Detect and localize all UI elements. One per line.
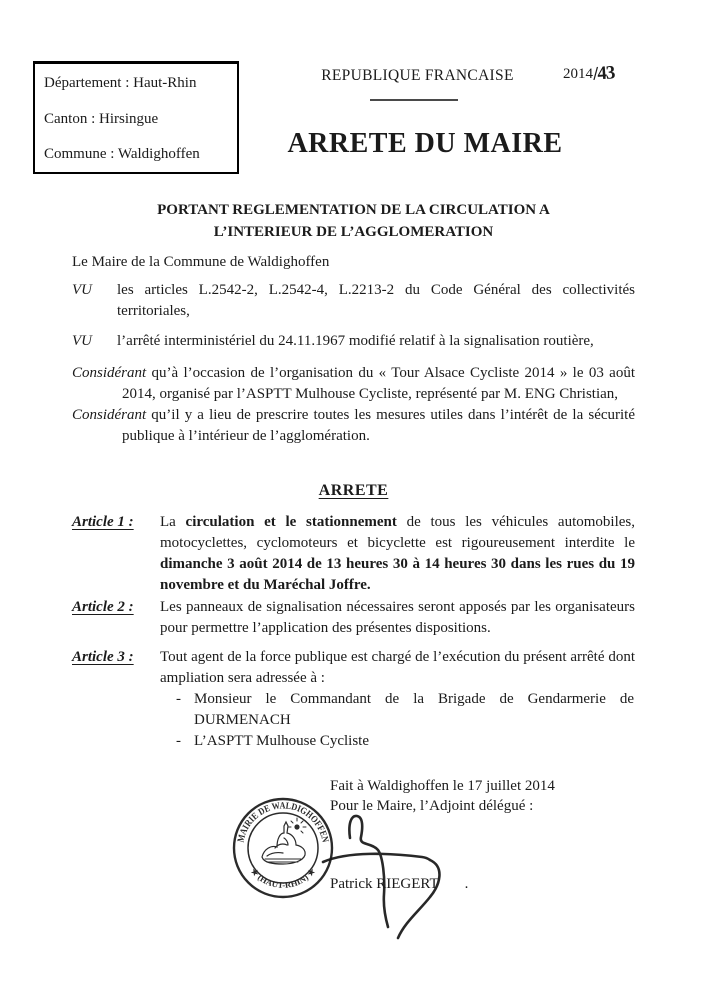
article-3-bullet-list	[176, 689, 634, 752]
considerant-label: Considérant	[72, 407, 147, 423]
list-item	[176, 689, 634, 731]
intro-line: Le Maire de la Commune de Waldighoffen	[72, 254, 330, 270]
signatory-name-line	[330, 876, 468, 893]
stamp-crest-icon	[262, 818, 306, 864]
stamp-top-text: MAIRIE DE WALDIGHOFFEN	[236, 801, 330, 845]
subtitle-line-1: PORTANT REGLEMENTATION DE LA CIRCULATION A	[157, 202, 550, 218]
vu-label: VU	[72, 282, 92, 298]
document-reference-number	[563, 62, 614, 84]
canton-line: Canton : Hirsingue	[44, 110, 159, 127]
signatory-name: Patrick RIEGERT	[330, 876, 439, 892]
document-subtitle	[72, 199, 635, 243]
considerant-block	[72, 363, 635, 447]
vu-clause-2	[72, 331, 635, 352]
considerant-clause-1	[72, 363, 635, 405]
vu-text: les articles L.2542-2, L.2542-4, L.2213-2 du Code Général des collectivités territoriales,	[117, 282, 635, 319]
reference-year: 2014	[563, 66, 593, 82]
considerant-text: qu’à l’occasion de l’organisation du « Tour Alsace Cycliste 2014 » le 03 août 2014, organisé par l’ASPTT Mulhouse Cycliste, représenté par M. ENG Christian,	[122, 365, 635, 402]
article-1-body	[160, 512, 635, 596]
stamp-bottom-text: ★ (HAUT-RHIN) ★	[248, 866, 318, 890]
article-1-seg-bold: dimanche 3 août 2014 de 13 heures 30 à 14 heures 30 dans les rues du 19 novembre et du Maréchal Joffre.	[160, 556, 635, 593]
bullet-text: L’ASPTT Mulhouse Cycliste	[194, 733, 370, 749]
subtitle-line-2: L’INTERIEUR DE L’AGGLOMERATION	[213, 224, 494, 240]
svg-text:★ (HAUT-RHIN) ★	[248, 866, 318, 890]
article-2-label: Article 2 :	[72, 599, 134, 615]
article-1-seg-plain: de tous les véhicules automobiles, motocyclettes, cyclomoteurs et bicyclette est rigoureusement interdite le	[160, 514, 636, 551]
signatory-role-line: Pour le Maire, l’Adjoint délégué :	[330, 798, 534, 814]
arrete-section-heading: ARRETE	[318, 482, 389, 499]
article-1-seg-plain: La	[160, 514, 186, 530]
article-3-label: Article 3 :	[72, 649, 134, 665]
republic-underline-rule	[370, 99, 458, 101]
reference-handwritten-number: /43	[592, 62, 616, 85]
article-2	[72, 597, 635, 639]
handwritten-signature	[318, 800, 448, 940]
bullet-dash: -	[176, 691, 181, 707]
department-line: Département : Haut-Rhin	[44, 75, 197, 91]
list-item	[176, 731, 634, 752]
administrative-info-box	[33, 61, 239, 174]
vu-clause-1	[72, 280, 635, 322]
considerant-label: Considérant	[72, 365, 147, 381]
republic-heading: REPUBLIQUE FRANCAISE	[321, 67, 514, 84]
article-1	[72, 512, 635, 596]
article-3	[72, 647, 635, 752]
article-1-seg-bold: circulation et le stationnement	[185, 514, 397, 530]
page-title: ARRETE DU MAIRE	[287, 128, 563, 159]
stray-period-mark: .	[464, 876, 469, 892]
article-3-text: Tout agent de la force publique est chargé de l’exécution du présent arrêté dont ampliation sera adressée à :	[160, 649, 635, 686]
bullet-text: Monsieur le Commandant de la Brigade de Gendarmerie de DURMENACH	[194, 691, 634, 728]
place-and-date-line: Fait à Waldighoffen le 17 juillet 2014	[330, 778, 555, 794]
bullet-dash: -	[176, 733, 181, 749]
article-2-body: Les panneaux de signalisation nécessaires seront apposés par les organisateurs pour permettre l’application des présentes dispositions.	[160, 599, 635, 636]
commune-line: Commune : Waldighoffen	[44, 146, 200, 162]
vu-label: VU	[72, 333, 92, 349]
considerant-clause-2	[72, 405, 635, 447]
article-1-label: Article 1 :	[72, 514, 134, 530]
considerant-text: qu’il y a lieu de prescrire toutes les mesures utiles dans l’intérêt de la sécurité publique à l’intérieur de l’agglomération.	[122, 407, 635, 444]
vu-text: l’arrêté interministériel du 24.11.1967 modifié relatif à la signalisation routière,	[117, 333, 594, 349]
article-3-body	[160, 647, 635, 752]
